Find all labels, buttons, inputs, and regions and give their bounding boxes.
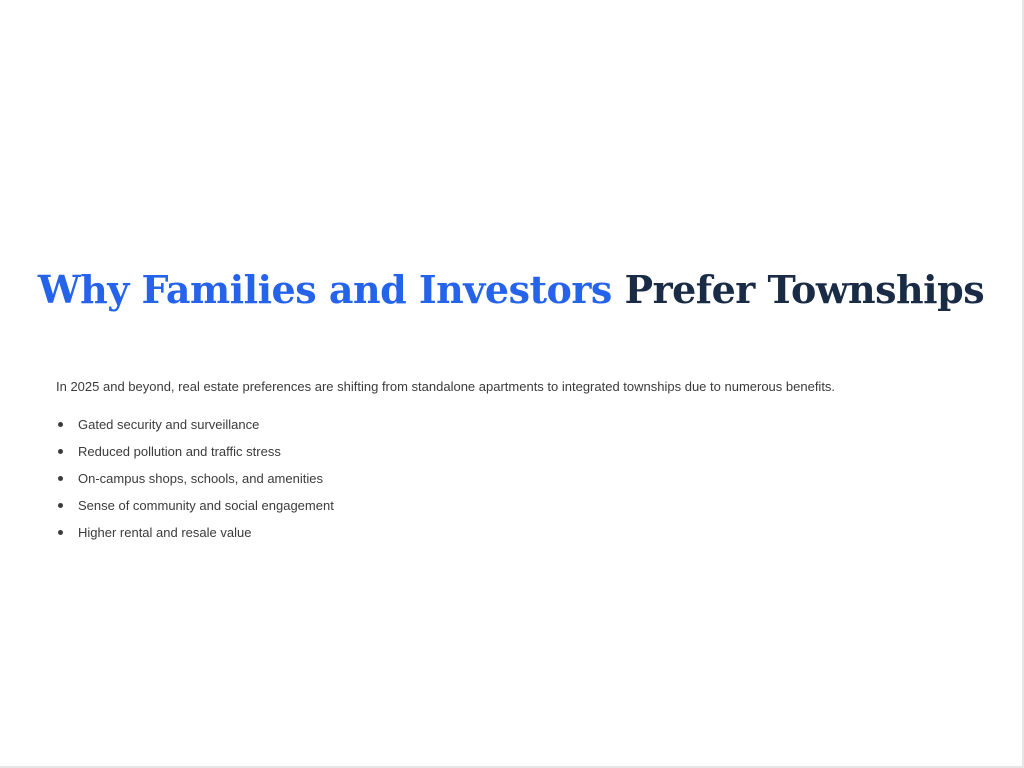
page-title	[0, 262, 1022, 318]
list-item	[56, 416, 334, 443]
list-item	[56, 470, 334, 497]
bullet-icon	[58, 449, 63, 454]
title-accent: Why Families and Investors	[37, 267, 612, 312]
list-item-text: Sense of community and social engagement	[78, 498, 334, 513]
list-item-text: On-campus shops, schools, and amenities	[78, 471, 323, 486]
bullet-icon	[58, 422, 63, 427]
bullet-icon	[58, 530, 63, 535]
intro-paragraph: In 2025 and beyond, real estate preferences are shifting from standalone apartments to integrated townships due to numerous benefits.	[56, 379, 836, 394]
list-item-text: Reduced pollution and traffic stress	[78, 444, 281, 459]
bullet-icon	[58, 476, 63, 481]
list-item-text: Gated security and surveillance	[78, 417, 260, 432]
bullet-icon	[58, 503, 63, 508]
title-rest: Prefer Townships	[624, 267, 985, 312]
list-item	[56, 443, 334, 470]
list-item-text: Higher rental and resale value	[78, 525, 252, 540]
list-item	[56, 497, 334, 524]
list-item	[56, 524, 334, 551]
benefits-list	[56, 416, 334, 551]
